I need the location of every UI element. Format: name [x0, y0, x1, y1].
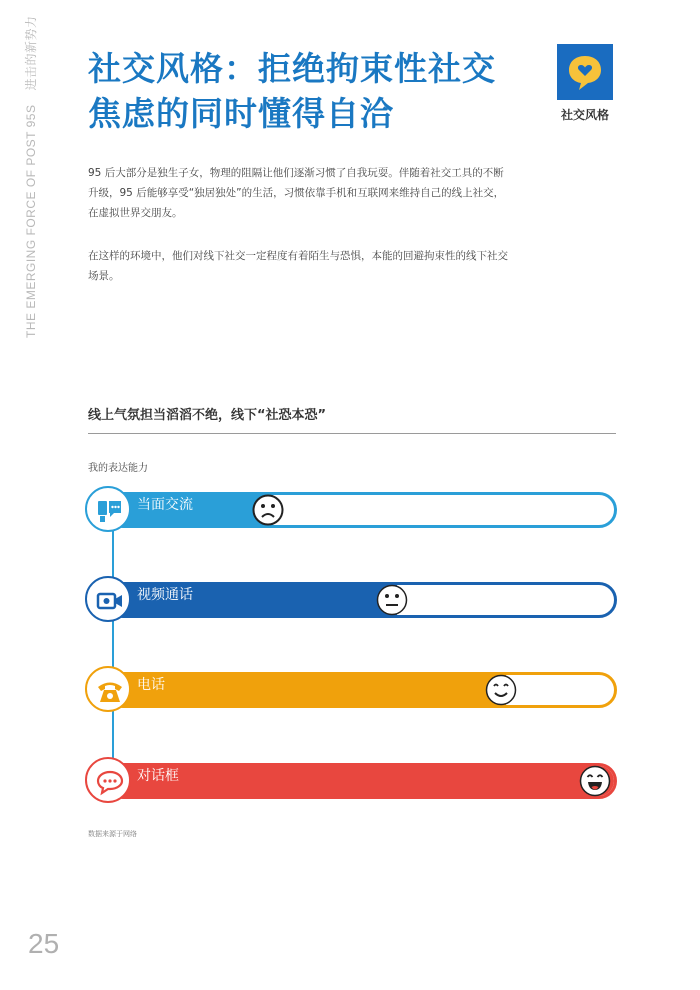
icon-circle	[85, 576, 131, 622]
divider	[88, 433, 616, 434]
title-line-2: 焦虑的同时懂得自洽	[88, 94, 394, 133]
bar-label: 当面交流	[137, 497, 193, 513]
sidebar-chinese: 进击的新势力	[24, 15, 38, 91]
section-badge	[552, 44, 618, 124]
bar-track	[105, 763, 617, 799]
badge-box	[557, 44, 613, 100]
bar-fill	[108, 675, 506, 705]
chart-row-face-to-face	[85, 486, 621, 534]
bar-label: 电话	[137, 677, 165, 693]
bar-track	[105, 672, 617, 708]
bar-label: 对话框	[137, 768, 179, 784]
bar-label: 视频通话	[137, 587, 193, 603]
sad-face-icon	[252, 494, 284, 526]
section-subtitle: 线上气氛担当滔滔不绝，线下“社恐本恐”	[88, 408, 327, 423]
bar-fill	[108, 766, 617, 796]
video-camera-icon	[96, 587, 124, 615]
data-source-note: 数据来源于网络	[88, 830, 137, 838]
page-number: 25	[28, 928, 60, 959]
neutral-face-icon	[376, 584, 408, 616]
badge-label: 社交风格	[560, 108, 609, 122]
sidebar-english: THE EMERGING FORCE OF POST 95S	[24, 104, 38, 338]
page-title	[88, 46, 538, 136]
body-paragraph-1: 95 后大部分是独生子女，物理的阻隔让他们逐渐习惯了自我玩耍。伴随着社交工具的不断升级，95 后能够享受“独居独处”的生活，习惯依靠手机和互联网来维持自己的线上社交，在虚拟世界交朋友。	[88, 167, 505, 219]
chart-title: 我的表达能力	[88, 463, 148, 474]
icon-circle	[85, 486, 131, 532]
telephone-icon	[96, 677, 124, 705]
heart-bubble-icon	[557, 44, 613, 100]
icon-circle	[85, 666, 131, 712]
title-line-1: 社交风格：拒绝拘束性社交	[88, 49, 496, 88]
chart-row-chat	[85, 757, 621, 805]
chart-row-video-call	[85, 576, 621, 624]
smile-face-icon	[485, 674, 517, 706]
icon-circle	[85, 757, 131, 803]
face-to-face-icon	[96, 497, 124, 525]
happy-face-icon	[579, 765, 611, 797]
chart-row-phone	[85, 666, 621, 714]
chart-connector-line	[112, 512, 114, 782]
body-paragraph-2: 在这样的环境中，他们对线下社交一定程度有着陌生与恐惧，本能的回避拘束性的线下社交场景。	[88, 250, 508, 282]
sidebar-vertical-text	[22, 15, 39, 338]
chat-bubble-icon	[96, 768, 124, 796]
